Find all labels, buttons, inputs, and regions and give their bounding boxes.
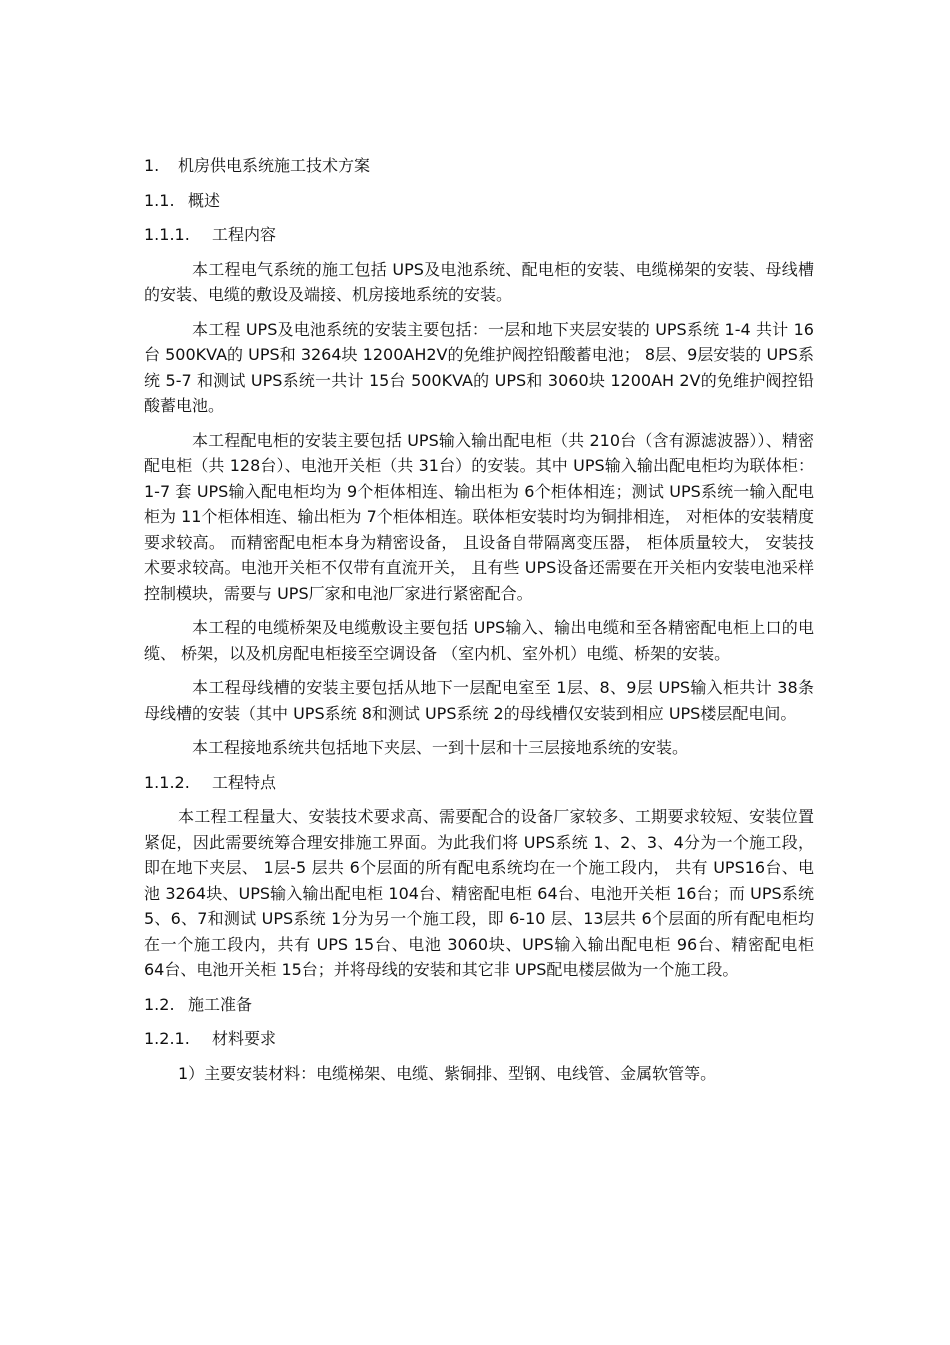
heading-text: 材料要求: [212, 1029, 277, 1048]
document-body: [144, 153, 814, 1086]
list-item-materials: 1）主要安装材料：电缆梯架、电缆、紫铜排、型钢、电线管、金属软管等。: [178, 1063, 717, 1083]
section-heading-1: [144, 153, 814, 179]
section-heading-1-1-2: [144, 770, 814, 796]
heading-text: 施工准备: [188, 994, 253, 1014]
section-heading-1-1: [144, 188, 814, 214]
section-heading-1-1-1: [144, 222, 814, 248]
paragraph-distribution-cabinets: 本工程配电柜的安装主要包括 UPS输入输出配电柜（共 210台（含有源滤波器））、精密配电柜（共 128台）、电池开关柜（共 31台）的安装。其中 UPS输入输出配电柜均为联体柜： 1-7 套 UPS输入配电柜均为 9个柜体相连、输出柜为 6个柜体相连；测试 UPS系统一输入配电柜为 11个柜体相连、输出柜为 7个柜体相连。联体柜安装时均为铜排相连， 对柜体的安装精度要求较高。 而精密配电柜本身为精密设备， 且设备自带隔离变压器， 柜体质量较大， 安装技术要求较高。电池开关柜不仅带有直流开关， 且有些 UPS设备还需要在开关柜内安装电池采样控制模块，需要与 UPS厂家和电池厂家进行紧密配合。: [144, 430, 814, 603]
paragraph-ups-battery: 本工程 UPS及电池系统的安装主要包括：一层和地下夹层安装的 UPS系统 1-4 共计 16台 500KVA的 UPS和 3264块 1200AH2V的免维护阀控铅酸蓄电池； 8层、9层安装的 UPS系统 5-7 和测试 UPS系统一共计 15台 500KVA的 UPS和 3060块 1200AH 2V的免维护阀控铅酸蓄电池。: [144, 319, 814, 415]
paragraph-cable-tray: 本工程的电缆桥架及电缆敷设主要包括 UPS输入、输出电缆和至各精密配电柜上口的电缆、 桥架，以及机房配电柜接至空调设备 （室内机、室外机）电缆、桥架的安装。: [144, 618, 814, 663]
heading-text: 工程内容: [212, 225, 277, 244]
paragraph-busway: 本工程母线槽的安装主要包括从地下一层配电室至 1层、8、9层 UPS输入柜共计 38条母线槽的安装（其中 UPS系统 8和测试 UPS系统 2的母线槽仅安装到相应 UPS楼层配电间。: [144, 678, 814, 723]
paragraph-scope-overview: 本工程电气系统的施工包括 UPS及电池系统、配电柜的安装、电缆梯架的安装、母线槽的安装、电缆的敷设及端接、机房接地系统的安装。: [144, 259, 814, 304]
section-heading-1-2-1: [144, 1026, 814, 1052]
heading-number: 1.2.1.: [144, 1029, 190, 1048]
heading-number: 1.1.: [144, 190, 175, 210]
heading-number: 1.1.2.: [144, 772, 190, 792]
heading-text: 工程特点: [212, 772, 277, 792]
heading-number: 1.2.: [144, 994, 175, 1014]
heading-number: 1.: [144, 156, 160, 175]
paragraph-grounding: 本工程接地系统共包括地下夹层、一到十层和十三层接地系统的安装。: [192, 738, 689, 757]
heading-text: 机房供电系统施工技术方案: [178, 156, 371, 175]
heading-text: 概述: [188, 190, 221, 210]
heading-number: 1.1.1.: [144, 225, 190, 244]
section-heading-1-2: [144, 992, 814, 1018]
paragraph-project-features: 本工程工程量大、安装技术要求高、需要配合的设备厂家较多、工期要求较短、安装位置紧促，因此需要统筹合理安排施工界面。为此我们将 UPS系统 1、2、3、4分为一个施工段，即在地下夹层、 1层-5 层共 6个层面的所有配电系统均在一个施工段内， 共有 UPS16台、电池 3264块、UPS输入输出配电柜 104台、精密配电柜 64台、电池开关柜 16台；而 UPS系统 5、6、7和测试 UPS系统 1分为另一个施工段，即 6-10 层、13层共 6个层面的所有配电柜均在一个施工段内，共有 UPS 15台、电池 3060块、UPS输入输出配电柜 96台、精密配电柜 64台、电池开关柜 15台；并将母线的安装和其它非 UPS配电楼层做为一个施工段。: [144, 807, 814, 979]
